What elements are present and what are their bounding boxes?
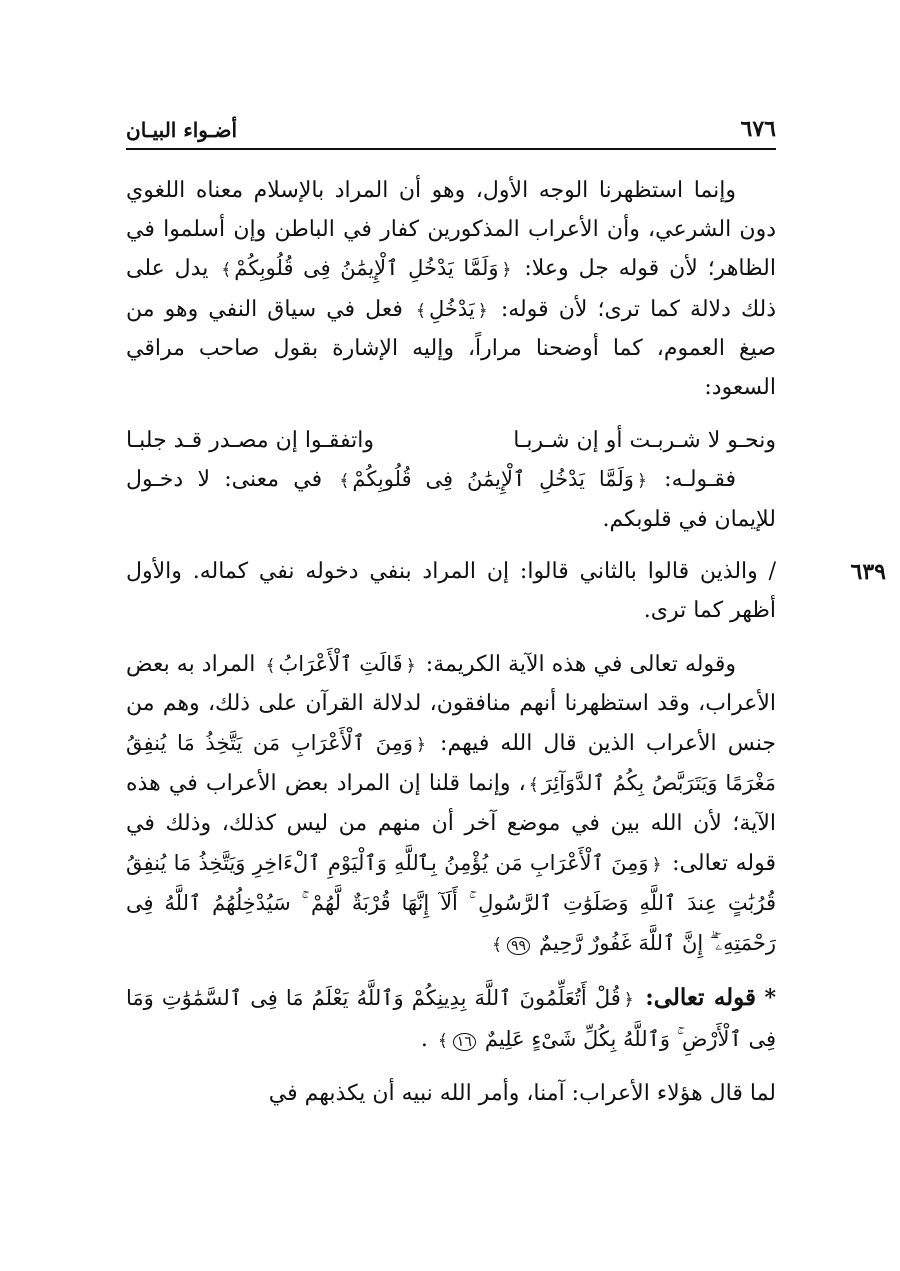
verse-bracket-open: ﴿ — [636, 471, 647, 492]
verse-bracket-close: ﴾ — [416, 300, 427, 321]
quran-verse: وَمِنَ ٱلْأَعْرَابِ مَن يَتَّخِذُ مَا يُنفِقُ مَغْرَمًا وَيَتَرَبَّصُ بِكُمُ ٱلدَّوَآئِرَ — [126, 730, 776, 796]
verse-bracket-close: ﴾ — [528, 775, 539, 796]
verse-bracket-close: ﴾ — [491, 934, 502, 955]
paragraph-1 — [126, 172, 776, 408]
paragraph-text: وإنما استظهرنا الوجه الأول، وهو أن المراد بالإسلام معناه اللغوي دون الشرعي، وأن الأعراب المذكورين كفار في الباطن وإن أسلموا في الظاهر؛ لأن قوله جل وعلا: — [126, 178, 776, 282]
paragraph-6: لما قال هؤلاء الأعراب: آمنا، وأمر الله نبيه أن يكذبهم في — [268, 1081, 776, 1107]
paragraph-text: فعل في سياق النفي وهو من صيغ العموم، كما أوضحنا مراراً، وإليه الإشارة بقول صاحب مراقي السعود: — [126, 296, 776, 400]
quran-verse: وَلَمَّا يَدْخُلِ ٱلْإِيمَٰنُ فِى قُلُوبِكُمْ — [352, 467, 634, 492]
poem-second-hemistich: واتفقـوا إن مصـدر قـد جلبـا — [126, 427, 374, 453]
quran-verse: وَلَمَّا يَدْخُلِ ٱلْإِيمَٰنُ فِى قُلُوبِكُمْ — [234, 256, 499, 281]
paragraph-text: فقـولـه: — [664, 467, 736, 493]
paragraph-text: في معنى: لا دخـول للإيمان في قلوبكم. — [126, 467, 776, 532]
paragraph-5: * قوله تعالى: ﴿قُلْ أَتُعَلِّمُونَ ٱللَّهَ بِدِينِكُمْ وَٱللَّهُ يَعْلَمُ مَا فِى ٱلسَّمَٰوَٰتِ وَمَا فِى ٱلْأَرْضِ ۚ وَٱللَّهُ بِكُلِّ شَىْءٍ عَلِيمٌ ١٦﴾ . — [126, 984, 776, 1052]
section-heading: قوله تعالى: — [645, 984, 757, 1012]
page-body — [126, 172, 886, 1114]
quran-verse: قُلْ أَتُعَلِّمُونَ ٱللَّهَ بِدِينِكُمْ وَٱللَّهُ يَعْلَمُ مَا فِى ٱلسَّمَٰوَٰتِ وَمَا فِى ٱلْأَرْضِ ۚ وَٱللَّهُ بِكُلِّ شَىْءٍ عَلِيمٌ — [126, 986, 776, 1051]
verse-bracket-open: ﴿ — [501, 260, 512, 281]
verse-number: ١٦ — [453, 1033, 476, 1051]
verse-bracket-open: ﴿ — [477, 300, 488, 321]
verse-bracket-open: ﴿ — [651, 854, 662, 875]
verse-bracket-open: ﴿ — [623, 990, 634, 1011]
verse-bracket-open: ﴿ — [416, 734, 426, 755]
paragraph-text: ، وإنما قلنا إن المراد بعض الأعراب في هذه الآية؛ لأن الله بين في موضع آخر أن منهم من ليس كذلك، وذلك في قوله تعالى: — [126, 771, 777, 876]
quran-verse: وَمِنَ ٱلْأَعْرَابِ مَن يُؤْمِنُ بِٱللَّهِ وَٱلْيَوْمِ ٱلْءَاخِرِ وَيَتَّخِذُ مَا يُنفِقُ قُرُبَٰتٍ عِندَ ٱللَّهِ وَصَلَوَٰتِ ٱلرَّسُولِ ۚ أَلَآ إِنَّهَا قُرْبَةٌ لَّهُمْ ۚ سَيُدْخِلُهُمُ ٱللَّهُ فِى رَحْمَتِهِۦٓ ۗ إِنَّ ٱللَّهَ غَفُورٌ رَّحِيمٌ — [126, 850, 776, 955]
paragraph-text: وقوله تعالى في هذه الآية الكريمة: — [425, 651, 737, 677]
paragraph-4 — [126, 645, 776, 966]
verse-bracket-close: ﴾ — [221, 260, 232, 281]
verse-bracket-close: ﴾ — [437, 1030, 448, 1051]
margin-page-number: ٦٣٩ — [850, 559, 886, 586]
verse-bracket-open: ﴿ — [405, 655, 416, 676]
paragraph-3: / والذين قالوا بالثاني قالوا: إن المراد بنفي دخوله نفي كماله. والأول أظهر كما ترى. — [126, 559, 776, 623]
quran-verse: قَالَتِ ٱلْأَعْرَابُ — [278, 651, 403, 676]
verse-bracket-close: ﴾ — [339, 471, 350, 492]
paragraph-3-row — [126, 553, 886, 630]
page-header — [126, 112, 776, 150]
verse-bracket-close: ﴾ — [265, 655, 276, 676]
paragraph-text: المراد به بعض الأعراب، وقد استظهرنا أنهم منافقون، لدلالة القرآن على ذلك، وهم من جنس الأعراب الذين قال الله فيهم: — [126, 651, 776, 756]
poem-verse — [126, 422, 776, 461]
page-number: ٦٧٦ — [740, 116, 776, 142]
quran-verse: يَدْخُلِ — [429, 296, 475, 321]
section-star-marker: * — [764, 985, 776, 1012]
verse-number: ٩٩ — [507, 937, 530, 955]
paragraph-2 — [126, 460, 776, 539]
poem-first-hemistich: ونحـو لا شـربـت أو إن شـربـا — [513, 427, 776, 453]
book-title: أضـواء البيـان — [126, 118, 238, 142]
paragraph-text: يدل على ذلك دلالة كما ترى؛ لأن قوله: — [126, 256, 777, 322]
